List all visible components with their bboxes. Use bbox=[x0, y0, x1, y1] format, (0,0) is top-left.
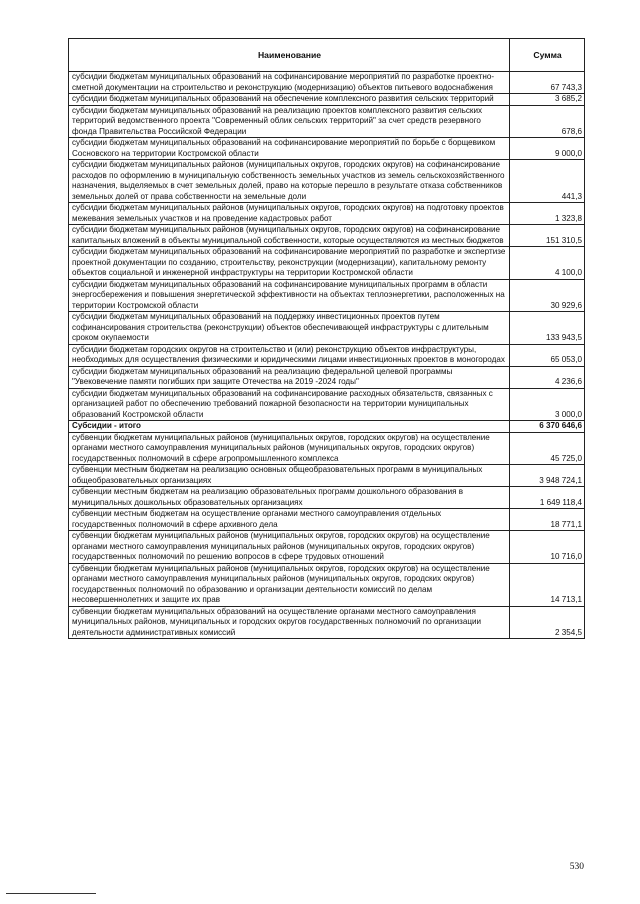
table-row bbox=[69, 225, 585, 247]
table-row bbox=[69, 72, 585, 94]
row-name: субвенции местным бюджетам на реализацию основных общеобразовательных программ в муниципальных общеобразовательных организациях bbox=[69, 465, 510, 487]
row-sum: 9 000,0 bbox=[510, 138, 585, 160]
table-row bbox=[69, 138, 585, 160]
row-sum: 678,6 bbox=[510, 105, 585, 138]
table-row bbox=[69, 606, 585, 639]
table-row bbox=[69, 344, 585, 366]
table-row bbox=[69, 465, 585, 487]
footnote-divider bbox=[6, 893, 96, 894]
table-row bbox=[69, 432, 585, 465]
row-sum: 65 053,0 bbox=[510, 344, 585, 366]
table-row bbox=[69, 366, 585, 388]
table-row bbox=[69, 279, 585, 312]
budget-table bbox=[68, 38, 585, 639]
subsidies-total-row bbox=[69, 421, 585, 433]
table-row bbox=[69, 160, 585, 203]
row-sum: 1 649 118,4 bbox=[510, 487, 585, 509]
total-label: Субсидии - итого bbox=[69, 421, 510, 433]
row-name: субсидии бюджетам муниципальных образований на софинансирование мероприятий по борьбе с борщевиком Сосновского на территории Костромской области bbox=[69, 138, 510, 160]
row-sum: 30 929,6 bbox=[510, 279, 585, 312]
row-name: субсидии бюджетам муниципальных образований на обеспечение комплексного развития сельских территорий bbox=[69, 94, 510, 106]
table-row bbox=[69, 487, 585, 509]
column-header-name: Наименование bbox=[69, 39, 510, 72]
row-name: субсидии бюджетам муниципальных образований на реализацию федеральной целевой программы "Увековечение памяти погибших при защите Отечества на 2019 -2024 годы" bbox=[69, 366, 510, 388]
row-name: субсидии бюджетам муниципальных районов (муниципальных округов, городских округов) на софинансирование капитальных вложений в объекты муниципальной собственности, которые осуществляются из местных бюджетов bbox=[69, 225, 510, 247]
row-sum: 45 725,0 bbox=[510, 432, 585, 465]
row-name: субсидии бюджетам муниципальных образований на поддержку инвестиционных проектов путем софинансирования строительства (реконструкции) объектов обеспечивающей инфраструктуры с длительным сроком окупаемости bbox=[69, 312, 510, 345]
row-sum: 4 236,6 bbox=[510, 366, 585, 388]
table-row bbox=[69, 563, 585, 606]
page-number: 530 bbox=[569, 862, 584, 872]
row-name: субсидии бюджетам муниципальных образований на софинансирование мероприятий по разработке проектно-сметной документации на строительство и реконструкцию (модернизацию) объектов питьевого водоснабжения bbox=[69, 72, 510, 94]
table-row bbox=[69, 203, 585, 225]
row-sum: 10 716,0 bbox=[510, 531, 585, 564]
table-row bbox=[69, 94, 585, 106]
row-sum: 1 323,8 bbox=[510, 203, 585, 225]
row-name: субвенции местным бюджетам на осуществление органами местного самоуправления отдельных государственных полномочий в сфере архивного дела bbox=[69, 509, 510, 531]
row-name: субвенции бюджетам муниципальных образований на осуществление органами местного самоуправления муниципальных районов, муниципальных и городских округов государственных полномочий по организации деятельности административных комиссий bbox=[69, 606, 510, 639]
row-name: субсидии бюджетам муниципальных образований на софинансирование мероприятий по разработке и экспертизе проектной документации по созданию, строительству, реконструкции (модернизации), капитальному ремонту объектов социальной и инженерной инфраструктуры на территории Костромской области bbox=[69, 247, 510, 280]
row-name: субвенции бюджетам муниципальных районов (муниципальных округов, городских округов) на осуществление органами местного самоуправления муниципальных районов (муниципальных округов, городских округов) государственных полномочий по решению вопросов в сфере трудовых отношений bbox=[69, 531, 510, 564]
column-header-sum: Сумма bbox=[510, 39, 585, 72]
row-name: субсидии бюджетам муниципальных образований на софинансирование муниципальных программ в области энергосбережения и повышения энергетической эффективности на объектах теплоэнергетики, расположенных на территории Костромской области bbox=[69, 279, 510, 312]
row-sum: 3 948 724,1 bbox=[510, 465, 585, 487]
row-sum: 4 100,0 bbox=[510, 247, 585, 280]
total-sum: 6 370 646,6 bbox=[510, 421, 585, 433]
table-row bbox=[69, 247, 585, 280]
row-name: субвенции бюджетам муниципальных районов (муниципальных округов, городских округов) на осуществление органами местного самоуправления муниципальных районов (муниципальных округов, городских округов) государственных полномочий в сфере агропромышленного комплекса bbox=[69, 432, 510, 465]
table-row bbox=[69, 388, 585, 421]
row-sum: 133 943,5 bbox=[510, 312, 585, 345]
table-row bbox=[69, 312, 585, 345]
row-sum: 14 713,1 bbox=[510, 563, 585, 606]
row-name: субсидии бюджетам муниципальных районов (муниципальных округов, городских округов) на софинансирование расходов по оформлению в муниципальную собственность земельных участков из земель сельскохозяйственного назначения, выделяемых в счет земельных долей, право на которые перешло в результате отказа собственников земельных долей от права собственности на земельные доли bbox=[69, 160, 510, 203]
row-name: субсидии бюджетам городских округов на строительство и (или) реконструкцию объектов инфраструктуры, необходимых для осуществления физическими и юридическими лицами инвестиционных проектов в моногородах bbox=[69, 344, 510, 366]
row-name: субсидии бюджетам муниципальных районов (муниципальных округов, городских округов) на подготовку проектов межевания земельных участков и на проведение кадастровых работ bbox=[69, 203, 510, 225]
row-name: субсидии бюджетам муниципальных образований на софинансирование расходных обязательств, связанных с организацией работ по обеспечению требований пожарной безопасности на территории муниципальных образований Костромской области bbox=[69, 388, 510, 421]
row-sum: 3 000,0 bbox=[510, 388, 585, 421]
row-sum: 2 354,5 bbox=[510, 606, 585, 639]
table-body bbox=[69, 72, 585, 639]
table-row bbox=[69, 509, 585, 531]
row-sum: 18 771,1 bbox=[510, 509, 585, 531]
table-row bbox=[69, 105, 585, 138]
row-sum: 3 685,2 bbox=[510, 94, 585, 106]
row-sum: 441,3 bbox=[510, 160, 585, 203]
row-sum: 151 310,5 bbox=[510, 225, 585, 247]
table-header-row bbox=[69, 39, 585, 72]
row-sum: 67 743,3 bbox=[510, 72, 585, 94]
row-name: субвенции бюджетам муниципальных районов (муниципальных округов, городских округов) на осуществление органами местного самоуправления муниципальных районов (муниципальных округов, городских округов) государственных полномочий по образованию и организации деятельности комиссий по делам несовершеннолетних и защите их прав bbox=[69, 563, 510, 606]
row-name: субвенции местным бюджетам на реализацию образовательных программ дошкольного образования в муниципальных дошкольных образовательных организациях bbox=[69, 487, 510, 509]
table-row bbox=[69, 531, 585, 564]
row-name: субсидии бюджетам муниципальных образований на реализацию проектов комплексного развития сельских территорий ведомственного проекта "Современный облик сельских территорий" за счет средств резервного фонда Правительства Российской Федерации bbox=[69, 105, 510, 138]
